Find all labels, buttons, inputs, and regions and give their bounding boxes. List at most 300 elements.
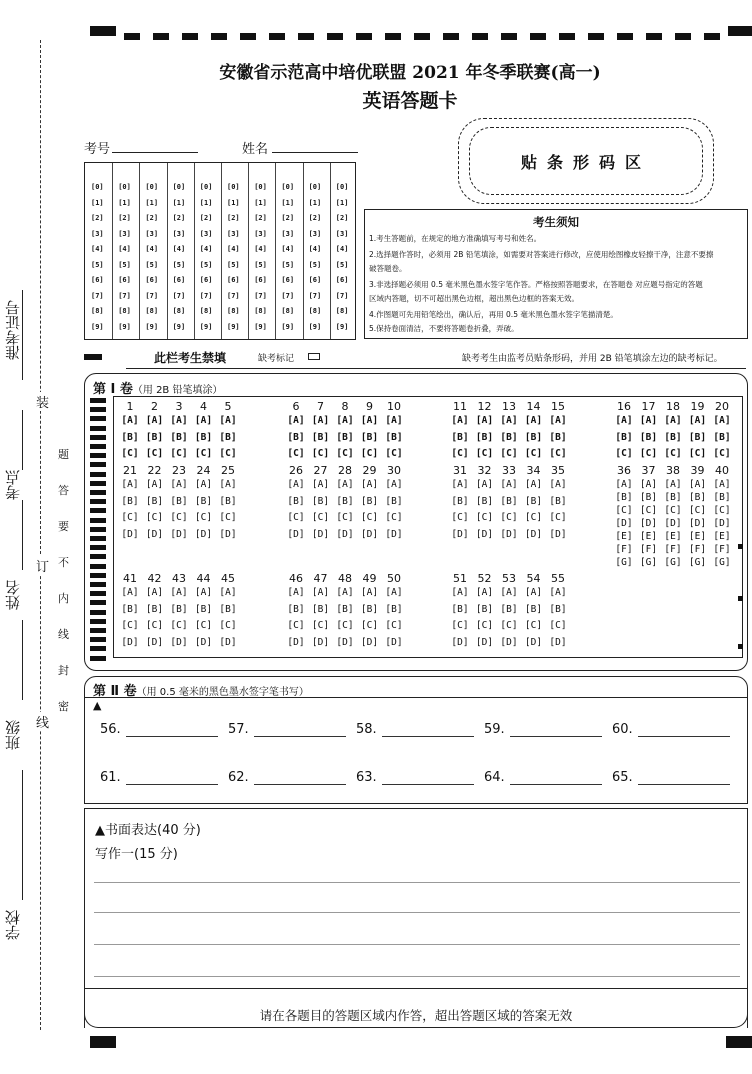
answer-bubble[interactable]: [D] — [639, 518, 658, 529]
answer-bubble[interactable]: [C] — [121, 620, 139, 631]
answer-bubble[interactable]: [B] — [170, 495, 188, 507]
answer-bubble[interactable]: [B] — [121, 495, 139, 507]
answer-bubble[interactable]: [A] — [145, 415, 164, 426]
answer-bubble[interactable]: [A] — [287, 587, 305, 598]
answer-bubble[interactable]: [C] — [615, 448, 633, 459]
answer-bubble[interactable]: [C] — [549, 512, 567, 523]
answer-bubble[interactable]: [D] — [713, 518, 731, 529]
fill-answer-line[interactable] — [382, 784, 474, 785]
id-digit-bubble[interactable]: [3] — [145, 229, 159, 238]
fill-answer-line[interactable] — [126, 784, 218, 785]
answer-bubble[interactable]: [A] — [219, 479, 237, 490]
id-digit-bubble[interactable]: [1] — [118, 198, 131, 207]
id-digit-bubble[interactable]: [9] — [118, 322, 131, 331]
id-digit-bubble[interactable]: [3] — [281, 229, 295, 238]
answer-bubble[interactable]: [A] — [639, 415, 658, 426]
answer-bubble[interactable]: [C] — [194, 448, 213, 459]
answer-bubble[interactable]: [C] — [451, 512, 469, 523]
answer-bubble[interactable]: [D] — [287, 636, 305, 648]
answer-bubble[interactable]: [B] — [145, 495, 164, 507]
answer-bubble[interactable]: [C] — [360, 448, 379, 459]
answer-bubble[interactable]: [A] — [451, 415, 469, 426]
answer-bubble[interactable]: [B] — [524, 603, 543, 615]
answer-bubble[interactable]: [E] — [639, 531, 658, 542]
answer-bubble[interactable]: [D] — [549, 636, 567, 648]
answer-bubble[interactable]: [C] — [311, 512, 330, 523]
answer-bubble[interactable]: [B] — [360, 495, 379, 507]
id-digit-bubble[interactable]: [7] — [227, 291, 240, 300]
answer-bubble[interactable]: [A] — [336, 479, 354, 490]
answer-bubble[interactable]: [C] — [500, 620, 518, 631]
id-digit-bubble[interactable]: [7] — [91, 291, 104, 300]
id-digit-bubble[interactable]: [5] — [335, 260, 349, 269]
id-digit-bubble[interactable]: [2] — [91, 214, 104, 222]
answer-bubble[interactable]: [B] — [311, 431, 330, 443]
answer-bubble[interactable]: [B] — [145, 603, 164, 615]
id-digit-bubble[interactable]: [8] — [335, 307, 349, 315]
id-digit-bubble[interactable]: [0] — [227, 183, 240, 191]
id-digit-bubble[interactable]: [5] — [172, 260, 186, 269]
fill-answer-line[interactable] — [382, 736, 474, 737]
answer-bubble[interactable]: [C] — [385, 620, 403, 631]
id-digit-bubble[interactable]: [6] — [308, 276, 322, 284]
writing-line[interactable] — [94, 976, 740, 977]
answer-bubble[interactable]: [A] — [688, 479, 707, 490]
id-digit-bubble[interactable]: [2] — [118, 214, 131, 222]
writing-line[interactable] — [94, 882, 740, 883]
answer-bubble[interactable]: [B] — [336, 495, 354, 507]
id-digit-bubble[interactable]: [8] — [254, 307, 267, 315]
answer-bubble[interactable]: [C] — [713, 448, 731, 459]
id-digit-bubble[interactable]: [0] — [145, 183, 159, 191]
id-digit-bubble[interactable]: [9] — [227, 322, 240, 331]
answer-bubble[interactable]: [B] — [219, 431, 237, 443]
answer-bubble[interactable]: [C] — [549, 448, 567, 459]
id-digit-bubble[interactable]: [9] — [308, 322, 322, 331]
id-digit-bubble[interactable]: [9] — [281, 322, 295, 331]
id-digit-bubble[interactable]: [0] — [281, 183, 295, 191]
answer-bubble[interactable]: [B] — [219, 495, 237, 507]
id-digit-bubble[interactable]: [4] — [308, 245, 322, 253]
id-digit-bubble[interactable]: [9] — [172, 322, 186, 331]
id-digit-bubble[interactable]: [2] — [254, 214, 267, 222]
answer-bubble[interactable]: [C] — [311, 620, 330, 631]
answer-bubble[interactable]: [C] — [336, 448, 354, 459]
answer-bubble[interactable]: [C] — [664, 505, 682, 516]
answer-bubble[interactable]: [E] — [713, 531, 731, 542]
answer-bubble[interactable]: [A] — [360, 587, 379, 598]
answer-bubble[interactable]: [A] — [713, 415, 731, 426]
answer-bubble[interactable]: [A] — [524, 415, 543, 426]
answer-bubble[interactable]: [A] — [500, 479, 518, 490]
answer-bubble[interactable]: [B] — [385, 603, 403, 615]
answer-bubble[interactable]: [B] — [194, 431, 213, 443]
id-digit-bubble[interactable]: [5] — [91, 260, 104, 269]
answer-bubble[interactable]: [A] — [385, 587, 403, 598]
id-digit-bubble[interactable]: [7] — [199, 291, 213, 300]
id-digit-bubble[interactable]: [1] — [199, 198, 213, 207]
answer-bubble[interactable]: [B] — [500, 495, 518, 507]
answer-bubble[interactable]: [B] — [524, 495, 543, 507]
id-digit-bubble[interactable]: [1] — [172, 198, 186, 207]
fill-answer-line[interactable] — [254, 784, 346, 785]
answer-bubble[interactable]: [A] — [451, 587, 469, 598]
answer-bubble[interactable]: [D] — [336, 528, 354, 540]
id-digit-bubble[interactable]: [4] — [145, 245, 159, 253]
id-digit-bubble[interactable]: [7] — [254, 291, 267, 300]
answer-bubble[interactable]: [C] — [664, 448, 682, 459]
answer-bubble[interactable]: [C] — [524, 620, 543, 631]
answer-bubble[interactable]: [B] — [121, 603, 139, 615]
answer-bubble[interactable]: [G] — [688, 557, 707, 568]
answer-bubble[interactable]: [E] — [664, 531, 682, 542]
id-digit-bubble[interactable]: [8] — [172, 307, 186, 315]
id-digit-bubble[interactable]: [2] — [335, 214, 349, 222]
answer-bubble[interactable]: [A] — [475, 587, 494, 598]
answer-bubble[interactable]: [C] — [145, 512, 164, 523]
answer-bubble[interactable]: [A] — [385, 479, 403, 490]
answer-bubble[interactable]: [D] — [385, 636, 403, 648]
answer-bubble[interactable]: [C] — [639, 505, 658, 516]
id-digit-bubble[interactable]: [2] — [199, 214, 213, 222]
id-digit-bubble[interactable]: [0] — [308, 183, 322, 191]
answer-bubble[interactable]: [C] — [170, 620, 188, 631]
id-digit-bubble[interactable]: [1] — [145, 198, 159, 207]
answer-bubble[interactable]: [C] — [524, 512, 543, 523]
answer-bubble[interactable]: [B] — [311, 495, 330, 507]
answer-bubble[interactable]: [C] — [194, 620, 213, 631]
answer-bubble[interactable]: [D] — [615, 518, 633, 529]
name-field[interactable] — [272, 152, 358, 153]
id-digit-bubble[interactable]: [7] — [335, 291, 349, 300]
answer-bubble[interactable]: [C] — [451, 620, 469, 631]
answer-bubble[interactable]: [A] — [287, 479, 305, 490]
id-digit-bubble[interactable]: [1] — [254, 198, 267, 207]
id-digit-bubble[interactable]: [8] — [308, 307, 322, 315]
answer-bubble[interactable]: [F] — [688, 544, 707, 555]
answer-bubble[interactable]: [B] — [475, 603, 494, 615]
answer-bubble[interactable]: [A] — [194, 415, 213, 426]
answer-bubble[interactable]: [B] — [336, 431, 354, 443]
answer-bubble[interactable]: [C] — [475, 620, 494, 631]
id-digit-bubble[interactable]: [1] — [281, 198, 295, 207]
id-digit-bubble[interactable]: [7] — [118, 291, 131, 300]
answer-bubble[interactable]: [A] — [524, 587, 543, 598]
answer-bubble[interactable]: [A] — [145, 587, 164, 598]
answer-bubble[interactable]: [B] — [385, 431, 403, 443]
id-digit-bubble[interactable]: [3] — [308, 229, 322, 238]
answer-bubble[interactable]: [D] — [194, 636, 213, 648]
fill-answer-line[interactable] — [126, 736, 218, 737]
answer-bubble[interactable]: [A] — [688, 415, 707, 426]
answer-bubble[interactable]: [C] — [121, 512, 139, 523]
answer-bubble[interactable]: [C] — [336, 620, 354, 631]
answer-bubble[interactable]: [B] — [500, 603, 518, 615]
answer-bubble[interactable]: [A] — [549, 415, 567, 426]
id-digit-bubble[interactable]: [7] — [145, 291, 159, 300]
id-digit-bubble[interactable]: [9] — [145, 322, 159, 331]
answer-bubble[interactable]: [A] — [336, 415, 354, 426]
id-digit-bubble[interactable]: [4] — [118, 245, 131, 253]
id-digit-bubble[interactable]: [3] — [227, 229, 240, 238]
fill-answer-line[interactable] — [510, 736, 602, 737]
answer-bubble[interactable]: [B] — [360, 431, 379, 443]
answer-bubble[interactable]: [B] — [500, 431, 518, 443]
answer-bubble[interactable]: [D] — [219, 528, 237, 540]
answer-bubble[interactable]: [A] — [311, 587, 330, 598]
answer-bubble[interactable]: [D] — [360, 636, 379, 648]
answer-bubble[interactable]: [D] — [475, 528, 494, 540]
answer-bubble[interactable]: [B] — [549, 431, 567, 443]
id-digit-bubble[interactable]: [4] — [227, 245, 240, 253]
id-digit-bubble[interactable]: [0] — [254, 183, 267, 191]
answer-bubble[interactable]: [C] — [385, 512, 403, 523]
answer-bubble[interactable]: [D] — [311, 528, 330, 540]
answer-bubble[interactable]: [C] — [549, 620, 567, 631]
answer-bubble[interactable]: [D] — [475, 636, 494, 648]
answer-bubble[interactable]: [B] — [194, 495, 213, 507]
answer-bubble[interactable]: [A] — [360, 415, 379, 426]
answer-bubble[interactable]: [B] — [336, 603, 354, 615]
answer-bubble[interactable]: [B] — [287, 431, 305, 443]
answer-bubble[interactable]: [C] — [475, 448, 494, 459]
exam-no-field[interactable] — [112, 152, 198, 153]
answer-bubble[interactable]: [A] — [615, 415, 633, 426]
answer-bubble[interactable]: [A] — [170, 415, 188, 426]
id-digit-bubble[interactable]: [9] — [91, 322, 104, 331]
id-digit-bubble[interactable]: [9] — [199, 322, 213, 331]
answer-bubble[interactable]: [B] — [688, 492, 707, 503]
id-digit-bubble[interactable]: [7] — [308, 291, 322, 300]
id-digit-bubble[interactable]: [6] — [118, 276, 131, 284]
id-digit-bubble[interactable]: [3] — [254, 229, 267, 238]
answer-bubble[interactable]: [B] — [639, 492, 658, 503]
answer-bubble[interactable]: [D] — [385, 528, 403, 540]
answer-bubble[interactable]: [D] — [121, 636, 139, 648]
answer-bubble[interactable]: [B] — [475, 495, 494, 507]
answer-bubble[interactable]: [B] — [287, 603, 305, 615]
answer-bubble[interactable]: [D] — [121, 528, 139, 540]
answer-bubble[interactable]: [D] — [688, 518, 707, 529]
answer-bubble[interactable]: [B] — [688, 431, 707, 443]
answer-bubble[interactable]: [D] — [500, 636, 518, 648]
answer-bubble[interactable]: [B] — [713, 492, 731, 503]
answer-bubble[interactable]: [A] — [121, 415, 139, 426]
answer-bubble[interactable]: [B] — [615, 492, 633, 503]
answer-bubble[interactable]: [A] — [664, 415, 682, 426]
answer-bubble[interactable]: [A] — [385, 415, 403, 426]
answer-bubble[interactable]: [D] — [336, 636, 354, 648]
answer-bubble[interactable]: [A] — [524, 479, 543, 490]
answer-bubble[interactable]: [D] — [524, 636, 543, 648]
fill-answer-line[interactable] — [638, 736, 730, 737]
answer-bubble[interactable]: [E] — [615, 531, 633, 542]
answer-bubble[interactable]: [F] — [639, 544, 658, 555]
id-digit-bubble[interactable]: [3] — [172, 229, 186, 238]
id-digit-bubble[interactable]: [5] — [227, 260, 240, 269]
id-digit-bubble[interactable]: [7] — [281, 291, 295, 300]
answer-bubble[interactable]: [D] — [524, 528, 543, 540]
answer-bubble[interactable]: [E] — [688, 531, 707, 542]
id-digit-bubble[interactable]: [2] — [145, 214, 159, 222]
answer-bubble[interactable]: [A] — [500, 587, 518, 598]
answer-bubble[interactable]: [A] — [219, 415, 237, 426]
answer-bubble[interactable]: [A] — [311, 479, 330, 490]
id-digit-bubble[interactable]: [6] — [91, 276, 104, 284]
answer-bubble[interactable]: [D] — [664, 518, 682, 529]
answer-bubble[interactable]: [F] — [664, 544, 682, 555]
answer-bubble[interactable]: [C] — [287, 620, 305, 631]
answer-bubble[interactable]: [G] — [615, 557, 633, 568]
id-digit-bubble[interactable]: [8] — [281, 307, 295, 315]
answer-bubble[interactable]: [C] — [713, 505, 731, 516]
id-digit-bubble[interactable]: [6] — [199, 276, 213, 284]
answer-bubble[interactable]: [A] — [219, 587, 237, 598]
id-digit-bubble[interactable]: [1] — [308, 198, 322, 207]
answer-bubble[interactable]: [B] — [549, 603, 567, 615]
answer-bubble[interactable]: [C] — [336, 512, 354, 523]
id-digit-bubble[interactable]: [3] — [118, 229, 131, 238]
answer-bubble[interactable]: [C] — [688, 448, 707, 459]
id-digit-bubble[interactable]: [8] — [118, 307, 131, 315]
answer-bubble[interactable]: [A] — [549, 587, 567, 598]
answer-bubble[interactable]: [A] — [121, 479, 139, 490]
id-digit-bubble[interactable]: [1] — [335, 198, 349, 207]
answer-bubble[interactable]: [C] — [360, 620, 379, 631]
answer-bubble[interactable]: [D] — [219, 636, 237, 648]
answer-bubble[interactable]: [F] — [713, 544, 731, 555]
id-digit-bubble[interactable]: [7] — [172, 291, 186, 300]
answer-bubble[interactable]: [B] — [549, 495, 567, 507]
answer-bubble[interactable]: [A] — [615, 479, 633, 490]
answer-bubble[interactable]: [B] — [664, 492, 682, 503]
answer-bubble[interactable]: [C] — [500, 512, 518, 523]
answer-bubble[interactable]: [G] — [639, 557, 658, 568]
id-digit-bubble[interactable]: [0] — [335, 183, 349, 191]
answer-bubble[interactable]: [B] — [219, 603, 237, 615]
answer-bubble[interactable]: [A] — [475, 479, 494, 490]
id-digit-bubble[interactable]: [8] — [199, 307, 213, 315]
answer-bubble[interactable]: [A] — [500, 415, 518, 426]
answer-bubble[interactable]: [B] — [385, 495, 403, 507]
answer-bubble[interactable]: [A] — [336, 587, 354, 598]
answer-bubble[interactable]: [B] — [639, 431, 658, 443]
answer-bubble[interactable]: [D] — [287, 528, 305, 540]
id-digit-bubble[interactable]: [9] — [335, 322, 349, 331]
answer-bubble[interactable]: [C] — [287, 448, 305, 459]
answer-bubble[interactable]: [B] — [194, 603, 213, 615]
answer-bubble[interactable]: [A] — [475, 415, 494, 426]
id-digit-bubble[interactable]: [5] — [308, 260, 322, 269]
writing-line[interactable] — [94, 912, 740, 913]
answer-bubble[interactable]: [B] — [451, 603, 469, 615]
answer-bubble[interactable]: [A] — [121, 587, 139, 598]
id-digit-bubble[interactable]: [6] — [172, 276, 186, 284]
answer-bubble[interactable]: [C] — [219, 448, 237, 459]
answer-bubble[interactable]: [C] — [615, 505, 633, 516]
answer-bubble[interactable]: [A] — [360, 479, 379, 490]
answer-bubble[interactable]: [D] — [451, 528, 469, 540]
answer-bubble[interactable]: [C] — [219, 512, 237, 523]
answer-bubble[interactable]: [B] — [170, 431, 188, 443]
answer-bubble[interactable]: [A] — [170, 587, 188, 598]
id-digit-bubble[interactable]: [4] — [281, 245, 295, 253]
answer-bubble[interactable]: [C] — [219, 620, 237, 631]
answer-bubble[interactable]: [B] — [451, 495, 469, 507]
answer-bubble[interactable]: [D] — [360, 528, 379, 540]
id-digit-bubble[interactable]: [0] — [172, 183, 186, 191]
answer-bubble[interactable]: [C] — [360, 512, 379, 523]
answer-bubble[interactable]: [C] — [170, 448, 188, 459]
answer-bubble[interactable]: [B] — [170, 603, 188, 615]
answer-bubble[interactable]: [B] — [145, 431, 164, 443]
answer-bubble[interactable]: [A] — [194, 587, 213, 598]
id-digit-bubble[interactable]: [5] — [281, 260, 295, 269]
id-digit-bubble[interactable]: [4] — [199, 245, 213, 253]
answer-bubble[interactable]: [D] — [194, 528, 213, 540]
answer-bubble[interactable]: [B] — [664, 431, 682, 443]
id-digit-bubble[interactable]: [8] — [145, 307, 159, 315]
writing-line[interactable] — [94, 944, 740, 945]
answer-bubble[interactable]: [C] — [688, 505, 707, 516]
answer-bubble[interactable]: [D] — [311, 636, 330, 648]
absent-mark-box[interactable] — [308, 353, 320, 360]
id-digit-bubble[interactable]: [1] — [227, 198, 240, 207]
id-digit-bubble[interactable]: [9] — [254, 322, 267, 331]
answer-bubble[interactable]: [B] — [451, 431, 469, 443]
answer-bubble[interactable]: [D] — [145, 528, 164, 540]
id-digit-bubble[interactable]: [2] — [281, 214, 295, 222]
answer-bubble[interactable]: [C] — [194, 512, 213, 523]
answer-bubble[interactable]: [F] — [615, 544, 633, 555]
answer-bubble[interactable]: [B] — [360, 603, 379, 615]
answer-bubble[interactable]: [A] — [549, 479, 567, 490]
answer-bubble[interactable]: [D] — [170, 528, 188, 540]
answer-bubble[interactable]: [B] — [713, 431, 731, 443]
id-digit-bubble[interactable]: [6] — [227, 276, 240, 284]
answer-bubble[interactable]: [C] — [145, 620, 164, 631]
answer-bubble[interactable]: [A] — [639, 479, 658, 490]
id-digit-bubble[interactable]: [6] — [335, 276, 349, 284]
answer-bubble[interactable]: [D] — [145, 636, 164, 648]
answer-bubble[interactable]: [A] — [713, 479, 731, 490]
id-digit-bubble[interactable]: [5] — [254, 260, 267, 269]
answer-bubble[interactable]: [C] — [385, 448, 403, 459]
answer-bubble[interactable]: [B] — [524, 431, 543, 443]
id-digit-bubble[interactable]: [5] — [145, 260, 159, 269]
id-digit-bubble[interactable]: [4] — [172, 245, 186, 253]
id-digit-bubble[interactable]: [4] — [335, 245, 349, 253]
answer-bubble[interactable]: [B] — [615, 431, 633, 443]
answer-bubble[interactable]: [A] — [145, 479, 164, 490]
id-digit-bubble[interactable]: [6] — [281, 276, 295, 284]
answer-bubble[interactable]: [B] — [311, 603, 330, 615]
answer-bubble[interactable]: [C] — [170, 512, 188, 523]
answer-bubble[interactable]: [C] — [121, 448, 139, 459]
id-digit-bubble[interactable]: [8] — [91, 307, 104, 315]
answer-bubble[interactable]: [D] — [500, 528, 518, 540]
id-digit-bubble[interactable]: [4] — [91, 245, 104, 253]
answer-bubble[interactable]: [C] — [524, 448, 543, 459]
answer-bubble[interactable]: [G] — [664, 557, 682, 568]
answer-bubble[interactable]: [C] — [145, 448, 164, 459]
id-digit-bubble[interactable]: [5] — [118, 260, 131, 269]
id-digit-bubble[interactable]: [3] — [199, 229, 213, 238]
id-digit-bubble[interactable]: [2] — [308, 214, 322, 222]
id-digit-bubble[interactable]: [8] — [227, 307, 240, 315]
answer-bubble[interactable]: [B] — [121, 431, 139, 443]
id-digit-bubble[interactable]: [0] — [91, 183, 104, 191]
